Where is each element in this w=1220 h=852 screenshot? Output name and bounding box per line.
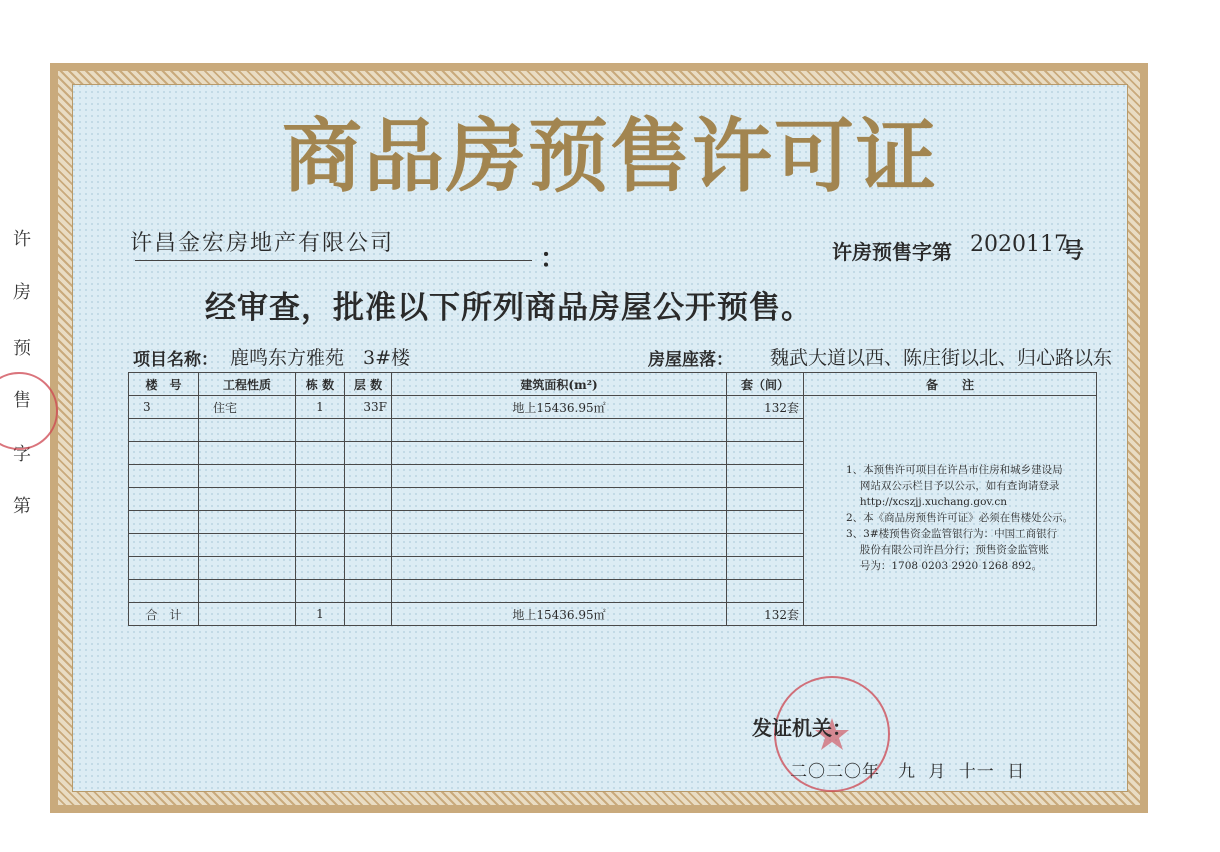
total-count: 1 xyxy=(296,603,345,626)
side-char: 许 xyxy=(13,229,31,250)
header-nature: 工程性质 xyxy=(199,373,296,396)
permit-label: 许房预售字第 xyxy=(832,240,952,264)
company-underline xyxy=(135,260,532,261)
cell-nature: 住宅 xyxy=(199,396,296,419)
side-char: 售 xyxy=(13,390,31,411)
location-label: 房屋座落： xyxy=(648,350,733,370)
project-name: 鹿鸣东方雅苑 3#楼 xyxy=(230,347,411,369)
remark-line: 网站双公示栏目予以公示，如有查询请登录 xyxy=(846,480,1060,492)
remark-line: 2、本《商品房预售许可证》必须在售楼处公示。 xyxy=(846,512,1074,524)
side-char: 房 xyxy=(13,282,31,303)
company-name: 许昌金宏房地产有限公司 xyxy=(130,231,395,256)
remarks-text xyxy=(846,462,1096,574)
table-row xyxy=(129,396,1097,419)
permit-suffix: 号 xyxy=(1062,238,1085,264)
remark-line: http://xcszjj.xuchang.gov.cn xyxy=(846,496,1008,508)
cell-floors: 33F xyxy=(345,396,392,419)
total-units: 132套 xyxy=(727,603,804,626)
location-value: 魏武大道以西、陈庄街以北、归心路以东 xyxy=(770,347,1113,369)
header-remarks: 备 注 xyxy=(804,373,1097,396)
side-char: 预 xyxy=(13,338,31,359)
total-area: 地上15436.95㎡ xyxy=(392,603,727,626)
remark-line: 1、本预售许可项目在许昌市住房和城乡建设局 xyxy=(846,464,1063,476)
header-building: 楼 号 xyxy=(129,373,199,396)
header-floors: 层 数 xyxy=(345,373,392,396)
header-units: 套（间） xyxy=(727,373,804,396)
header-area: 建筑面积(m²) xyxy=(392,373,727,396)
cell-building: 3 xyxy=(129,396,199,419)
permit-number: 2020117 xyxy=(970,232,1068,257)
cell-count: 1 xyxy=(296,396,345,419)
side-char: 第 xyxy=(13,496,31,517)
approval-statement: 经审查，批准以下所列商品房屋公开预售。 xyxy=(205,290,813,326)
issuer-label: 发证机关： xyxy=(752,716,852,740)
cell-area: 地上15436.95㎡ xyxy=(392,396,727,419)
total-label: 合 计 xyxy=(129,603,199,626)
issue-date: 二〇二〇年 九 月 十一 日 xyxy=(790,762,1026,782)
side-char: 字 xyxy=(13,444,31,465)
remark-line: 号为：1708 0203 2920 1268 892。 xyxy=(846,560,1043,572)
remark-line: 3、3#楼预售资金监管银行为：中国工商银行 xyxy=(846,528,1058,540)
project-label: 项目名称： xyxy=(133,350,218,370)
table-header-row xyxy=(129,373,1097,396)
certificate-title: 商品房预售许可证 xyxy=(282,109,938,203)
cell-units: 132套 xyxy=(727,396,804,419)
company-colon: ： xyxy=(540,244,567,274)
remark-line: 股份有限公司许昌分行；预售资金监管账 xyxy=(846,544,1049,556)
header-count: 栋 数 xyxy=(296,373,345,396)
